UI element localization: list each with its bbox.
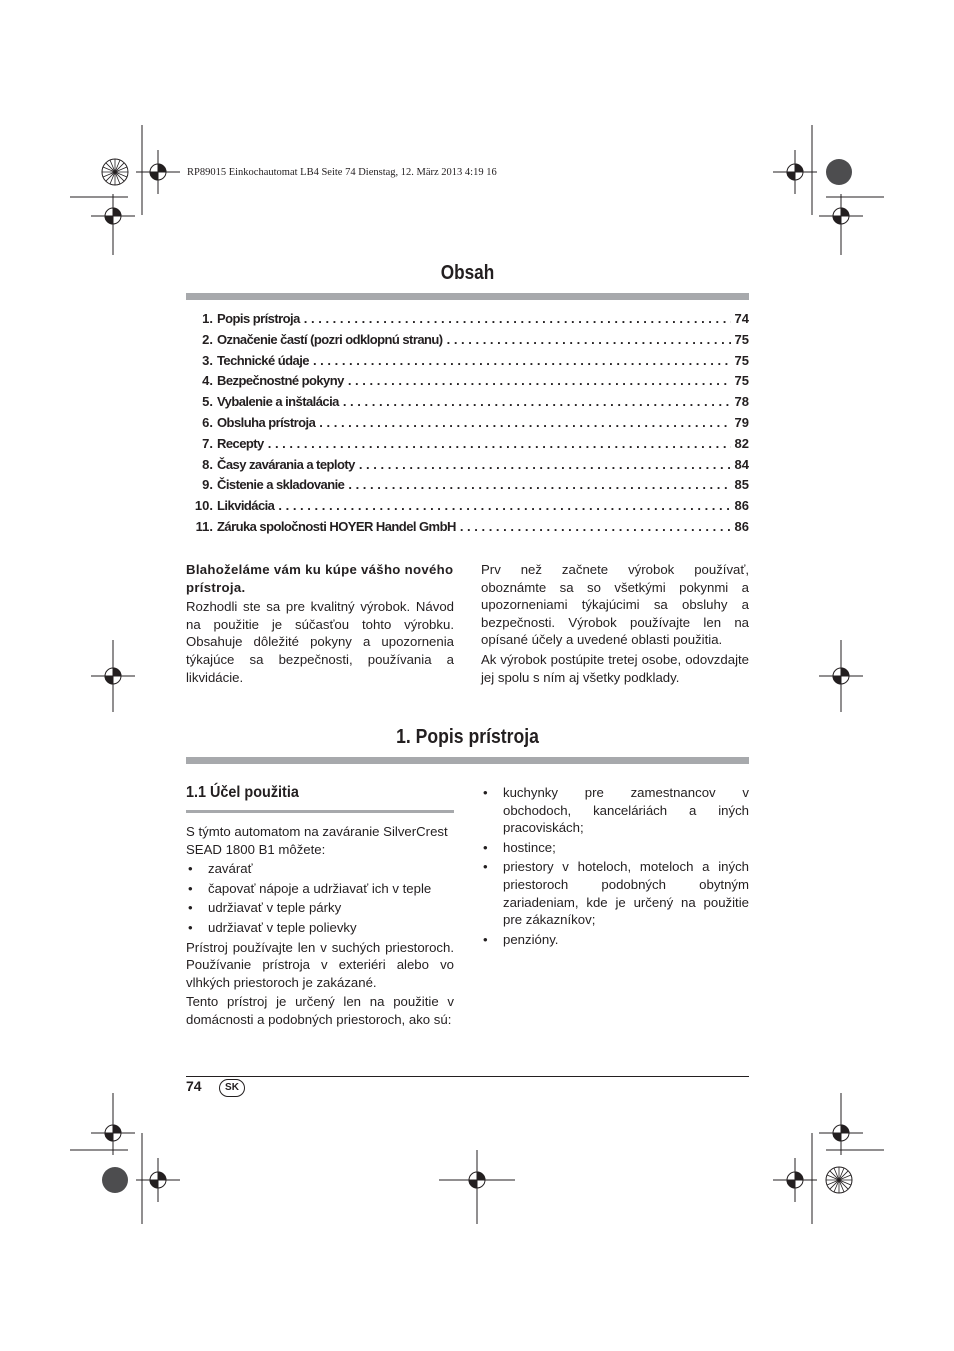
intro-text: Rozhodli ste sa pre kvalitný výrobok. Návod na použitie je súčasťou tohto výrobku. Obsahuje dôležité pokyny a upozornenia týkajúce sa bezpečnosti, používania a likvidácie. [186,599,454,685]
intro-right-column [481,561,749,688]
usage-household: Tento prístroj je určený len na použitie v domácnosti a podobných priestoroch, ako sú: [186,994,454,1027]
toc-entry[interactable]: 2. Označenie častí (pozri odklopnú stranu) . . . 75 [186,332,749,353]
list-item: • udržiavať v teple párky [186,899,454,917]
heading-rule [186,293,749,300]
footer-rule [186,1076,749,1077]
intro-left-column [186,561,454,688]
toc-page-number: 82 [734,435,749,451]
toc-page-number: 85 [734,477,749,493]
toc-page-number: 86 [734,518,749,534]
usage-intro: S týmto automatom na zaváranie SilverCrest SEAD 1800 B1 môžete: [186,824,448,857]
toc-entry[interactable]: 3. Technické údaje . . . 75 [186,353,749,374]
toc-page-number: 75 [734,331,749,347]
list-item: • priestory v hoteloch, moteloch a iných priestoroch podobných obytným zariadeniam, kde je určený na použitie pre zákazníkov; [481,858,749,928]
usage-dry-rooms: Prístroj používajte len v suchých priestoroch. Používanie prístroja v exteriéri alebo vo vlhkých priestoroch je zakázané. [186,939,454,990]
print-slug: RP89015 Einkochautomat LB4 Seite 74 Dienstag, 12. März 2013 4:19 16 [187,167,497,178]
intro-handover: Ak výrobok postúpite tretej osobe, odovzdajte jej spolu s ním aj všetky podklady. [481,651,749,685]
toc-page-number: 75 [734,373,749,389]
toc-entry[interactable]: 11. Záruka spoločnosti HOYER Handel GmbH . . . 86 [186,519,749,540]
usage-right-column [481,784,749,950]
subsection-rule [186,810,454,813]
page-number: 74 [186,1078,202,1094]
list-item: • kuchynky pre zamestnancov v obchodoch, kanceláriách a iných pracoviskách; [481,784,749,837]
language-badge: SK [219,1079,245,1097]
usage-left-column [186,823,454,1031]
toc-entry[interactable]: 9. Čistenie a skladovanie . . . 85 [186,477,749,498]
list-item: • zavárať [186,860,454,878]
list-item: • čapovať nápoje a udržiavať ich v teple [186,880,454,898]
places-list [481,784,749,948]
toc-page-number: 84 [734,456,749,472]
section-heading: 1. Popis prístroja [396,726,539,748]
section-rule [186,757,749,764]
toc-entry[interactable]: 6. Obsluha prístroja . . . 79 [186,415,749,436]
toc-entry[interactable]: 8. Časy zavárania a teploty . . . 84 [186,457,749,478]
toc-entry[interactable]: 10. Likvidácia . . . 86 [186,498,749,519]
toc-page-number: 86 [734,498,749,514]
intro-instructions: Prv než začnete výrobok používať, oboznámte sa so všetkými pokynmi a upozorneniami týkajúcimi sa obsluhy a bezpečnosti. Výrobok používajte len na opísané účely a uvedené oblasti použitia. [481,562,749,648]
toc-entry[interactable]: 7. Recepty . . . 82 [186,436,749,457]
toc-page-number: 75 [734,352,749,368]
toc-heading: Obsah [440,262,495,284]
toc-entry[interactable]: 5. Vybalenie a inštalácia . . . 78 [186,394,749,415]
toc-entry[interactable]: 1. Popis prístroja . . . 74 [186,311,749,332]
subsection-heading: 1.1 Účel použitia [186,784,299,801]
toc-page-number: 74 [734,311,749,326]
toc-page-number: 78 [734,394,749,410]
toc-page-number: 79 [734,414,749,430]
usage-list [186,860,454,936]
table-of-contents [186,311,749,540]
list-item: • hostince; [481,839,749,857]
list-item: • penzióny. [481,931,749,949]
intro-congratulations: Blahoželáme vám ku kúpe vášho nového prístroja. [186,562,454,595]
toc-entry[interactable]: 4. Bezpečnostné pokyny . . . 75 [186,373,749,394]
list-item: • udržiavať v teple polievky [186,919,454,937]
